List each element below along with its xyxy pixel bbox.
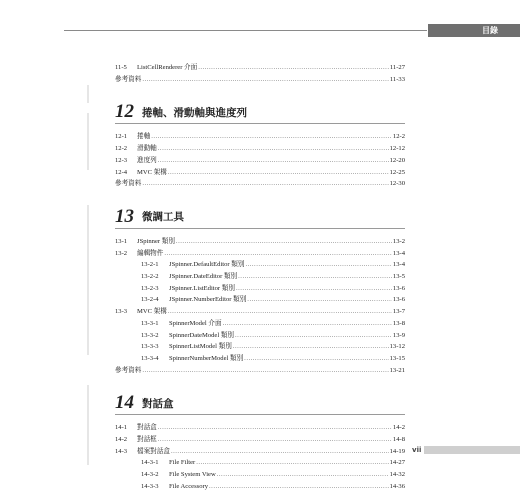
footer-bar <box>424 446 520 454</box>
toc-entry <box>115 248 405 259</box>
dot-leader <box>168 167 389 178</box>
margin-bar <box>87 113 89 170</box>
entry-page: 13-6 <box>392 284 405 292</box>
entry-page: 12-20 <box>389 156 405 164</box>
dot-leader <box>233 341 389 352</box>
toc-entry <box>115 143 405 154</box>
entry-title: 滑動軸 <box>137 145 157 153</box>
dot-leader <box>158 422 392 433</box>
margin-bar <box>87 85 89 103</box>
entry-page: 12-25 <box>389 168 405 176</box>
entry-title: 參考資料 <box>115 366 142 374</box>
entry-number: 12-2 <box>115 145 128 153</box>
entry-number: 13-2-3 <box>141 284 159 292</box>
dot-leader <box>245 259 391 270</box>
margin-bar <box>87 205 89 355</box>
entry-page: 12-12 <box>389 145 405 153</box>
entry-number: 12-4 <box>115 168 128 176</box>
toc-entry <box>141 469 405 480</box>
chapter-title: 捲軸、滑動軸與進度列 <box>142 106 247 119</box>
entry-page: 14-2 <box>392 424 405 432</box>
entry-title: JSpinner 類別 <box>137 237 175 245</box>
dot-leader <box>209 481 389 492</box>
chapter-title: 對話盒 <box>142 397 174 410</box>
entry-page: 13-4 <box>392 261 405 269</box>
dot-leader <box>217 469 389 480</box>
entry-title: SpinnerListModel 類別 <box>169 343 232 351</box>
dot-leader <box>238 271 392 282</box>
entry-page: 14-8 <box>392 436 405 443</box>
dot-leader <box>151 131 392 142</box>
entry-number: 14-2 <box>115 436 128 443</box>
entry-number: 14-1 <box>115 424 128 432</box>
entry-number: 13-3-4 <box>141 354 159 362</box>
toc-entry <box>141 318 405 329</box>
toc-entry <box>115 446 405 457</box>
toc-entry <box>141 481 405 492</box>
toc-entry <box>141 283 405 294</box>
toc-entry <box>115 131 405 142</box>
entry-page: 13-4 <box>392 249 405 257</box>
dot-leader <box>142 365 388 376</box>
entry-page: 13-7 <box>392 308 405 316</box>
entry-number: 12-3 <box>115 156 128 164</box>
entry-title: 參考資料 <box>115 75 142 83</box>
entry-number: 13-3 <box>115 308 128 316</box>
entry-title: MVC 架構 <box>137 168 167 176</box>
entry-title: 參考資料 <box>115 180 142 188</box>
dot-leader <box>235 330 392 341</box>
dot-leader <box>158 155 389 166</box>
entry-number: 14-3-2 <box>141 471 159 479</box>
entry-number: 13-2-2 <box>141 273 159 280</box>
entry-title: SpinnerModel 介面 <box>169 319 222 327</box>
entry-number: 13-2-4 <box>141 296 159 304</box>
entry-number: 13-2-1 <box>141 261 159 269</box>
dot-leader <box>198 62 389 73</box>
entry-page: 13-12 <box>389 343 405 351</box>
entry-page: 13-5 <box>392 273 405 280</box>
dot-leader <box>236 283 392 294</box>
entry-title: File Filter <box>169 459 196 467</box>
entry-title: 捲軸 <box>137 133 151 141</box>
chapter-number: 13 <box>115 205 134 227</box>
dot-leader <box>168 306 392 317</box>
page-number: vii <box>412 446 422 454</box>
chapter-title: 微調工具 <box>142 211 184 224</box>
dot-leader <box>158 434 392 445</box>
entry-number: 11-5 <box>115 64 127 71</box>
margin-bar <box>87 385 89 465</box>
entry-number: 14-3-1 <box>141 459 159 467</box>
section-title: 目錄 <box>482 26 498 35</box>
entry-title: 編輯物件 <box>137 249 164 257</box>
entry-title: SpinnerDateModel 類別 <box>169 331 235 339</box>
entry-page: 13-6 <box>392 296 405 304</box>
chapter-heading <box>115 206 405 229</box>
entry-page: 11-33 <box>389 75 405 83</box>
toc-entry <box>115 178 405 189</box>
chapter-heading <box>115 392 405 415</box>
dot-leader <box>164 248 392 259</box>
entry-title: JSpinner.DateEditor 類別 <box>169 273 238 280</box>
dot-leader <box>247 294 392 305</box>
toc-entry <box>141 457 405 468</box>
dot-leader <box>142 74 388 85</box>
entry-title: SpinnerNumberModel 類別 <box>169 354 244 362</box>
dot-leader <box>244 353 388 364</box>
toc-entry <box>115 236 405 247</box>
entry-number: 14-3 <box>115 447 128 455</box>
entry-number: 13-3-1 <box>141 319 159 327</box>
dot-leader <box>223 318 392 329</box>
toc-entry <box>141 341 405 352</box>
dot-leader <box>196 457 388 468</box>
entry-page: 13-21 <box>389 366 405 374</box>
header-tab <box>428 24 520 37</box>
toc-entry <box>115 62 405 73</box>
entry-title: JSpinner.ListEditor 類別 <box>169 284 235 292</box>
chapter-number: 14 <box>115 392 134 414</box>
toc-entry <box>115 434 405 445</box>
toc-entry <box>141 259 405 270</box>
entry-number: 13-1 <box>115 237 128 245</box>
header-rule <box>64 30 427 31</box>
toc-entry <box>141 353 405 364</box>
entry-title: 進度列 <box>137 156 157 164</box>
toc-entry <box>141 330 405 341</box>
toc-entry <box>115 422 405 433</box>
entry-title: File Accessory <box>169 482 209 490</box>
entry-title: ListCellRenderer 介面 <box>137 64 198 71</box>
entry-page: 12-2 <box>392 133 405 141</box>
toc-entry <box>115 167 405 178</box>
dot-leader <box>171 446 389 457</box>
entry-page: 14-27 <box>389 459 405 467</box>
toc-entry <box>115 365 405 376</box>
dot-leader <box>158 143 389 154</box>
entry-page: 14-19 <box>389 447 405 455</box>
toc-entry <box>115 155 405 166</box>
entry-number: 13-3-2 <box>141 331 159 339</box>
entry-page: 13-9 <box>392 331 405 339</box>
entry-title: JSpinner.NumberEditor 類別 <box>169 296 247 304</box>
toc-entry <box>141 294 405 305</box>
chapter-number: 12 <box>115 101 134 123</box>
entry-number: 12-1 <box>115 133 128 141</box>
dot-leader <box>176 236 392 247</box>
entry-number: 13-2 <box>115 249 128 257</box>
entry-page: 12-30 <box>389 180 405 188</box>
entry-page: 13-2 <box>392 237 405 245</box>
entry-page: 13-15 <box>389 354 405 362</box>
entry-title: File System View <box>169 471 216 479</box>
entry-number: 14-3-3 <box>141 482 159 490</box>
toc-entry <box>115 306 405 317</box>
toc-entry <box>141 271 405 282</box>
entry-title: 檔案對話盒 <box>137 447 170 455</box>
entry-page: 13-8 <box>392 319 405 327</box>
entry-title: 對話盒 <box>137 424 157 432</box>
entry-title: MVC 架構 <box>137 308 167 316</box>
entry-number: 13-3-3 <box>141 343 159 351</box>
entry-title: 對話框 <box>137 436 157 443</box>
entry-page: 14-32 <box>389 471 405 479</box>
entry-page: 11-27 <box>389 64 405 71</box>
toc-entry <box>115 74 405 85</box>
entry-title: JSpinner.DefaultEditor 類別 <box>169 261 245 269</box>
dot-leader <box>142 178 388 189</box>
chapter-heading <box>115 101 405 124</box>
entry-page: 14-36 <box>389 482 405 490</box>
